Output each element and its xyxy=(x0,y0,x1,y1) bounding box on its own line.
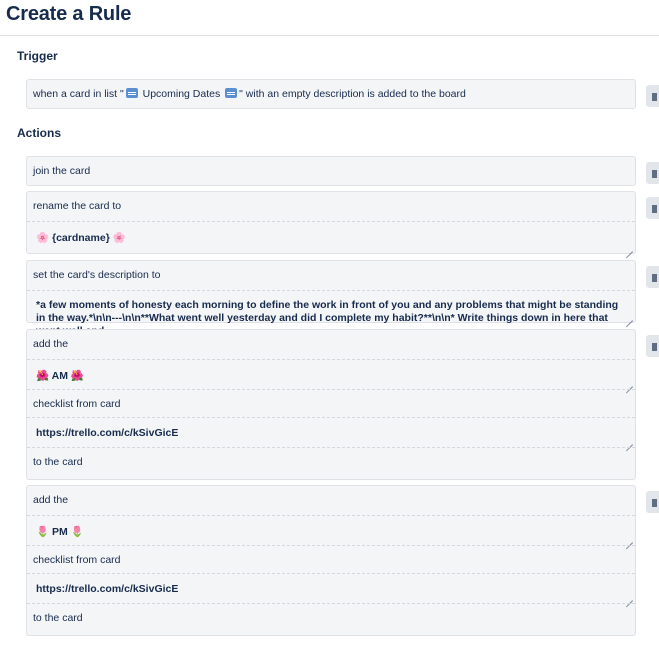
trigger-heading: Trigger xyxy=(17,49,58,63)
trigger-text-post: " with an empty description is added to the board xyxy=(239,88,466,100)
title-divider xyxy=(0,35,659,36)
rename-input[interactable] xyxy=(27,221,635,254)
tulip-icon: 🌷 xyxy=(70,526,84,538)
trash-icon[interactable] xyxy=(646,85,659,107)
flower-icon: 🌸 xyxy=(36,232,50,244)
trash-icon[interactable] xyxy=(646,162,659,184)
pm-to-label: to the card xyxy=(27,603,635,631)
am-from-label: checklist from card xyxy=(27,389,635,417)
action-checklist-pm xyxy=(26,485,636,636)
pm-checklist-name: PM xyxy=(52,526,68,538)
trash-icon[interactable] xyxy=(646,335,659,357)
resize-handle[interactable] xyxy=(626,380,633,387)
action-join[interactable] xyxy=(26,156,636,186)
am-to-label: to the card xyxy=(27,447,635,475)
pm-checklist-name-input[interactable] xyxy=(27,515,635,545)
tulip-icon: 🌷 xyxy=(36,526,50,538)
am-card-url: https://trello.com/c/kSivGicE xyxy=(36,427,179,439)
page-title: Create a Rule xyxy=(6,3,132,25)
action-checklist-am xyxy=(26,329,636,480)
resize-handle[interactable] xyxy=(626,536,633,543)
pm-add-label: add the xyxy=(33,494,69,506)
flower-icon: 🌺 xyxy=(70,370,84,382)
rename-value: {cardname} xyxy=(52,232,110,244)
trigger-text-pre: when a card in list " xyxy=(33,88,124,100)
pm-card-url-input[interactable] xyxy=(27,573,635,603)
resize-handle[interactable] xyxy=(626,594,633,601)
description-input[interactable] xyxy=(27,290,635,323)
trigger-list-name: Upcoming Dates xyxy=(142,88,221,100)
trigger-box[interactable] xyxy=(26,79,636,109)
action-description xyxy=(26,260,636,323)
resize-handle[interactable] xyxy=(626,314,633,321)
badge-icon xyxy=(225,88,237,98)
am-checklist-name: AM xyxy=(51,370,68,382)
trash-icon[interactable] xyxy=(646,491,659,513)
action-rename-label: rename the card to xyxy=(33,200,122,212)
am-card-url-input[interactable] xyxy=(27,417,635,447)
am-add-label: add the xyxy=(33,338,69,350)
flower-icon: 🌸 xyxy=(112,232,126,244)
trigger-text xyxy=(27,80,635,108)
action-join-label: join the card xyxy=(33,165,91,177)
pm-from-label: checklist from card xyxy=(27,545,635,573)
pm-card-url: https://trello.com/c/kSivGicE xyxy=(36,583,179,595)
action-rename xyxy=(26,191,636,254)
trash-icon[interactable] xyxy=(646,266,659,288)
badge-icon xyxy=(126,88,138,98)
action-description-label: set the card's description to xyxy=(33,269,161,281)
trash-icon[interactable] xyxy=(646,197,659,219)
resize-handle[interactable] xyxy=(626,245,633,252)
description-value: *a few moments of honesty each morning to define the work in front of you and any problems that might be standing in the way.*\n\n---\n\n**What went well yesterday and did I complete my habit?**\n\n* Write things down in here that xyxy=(36,299,619,324)
actions-heading: Actions xyxy=(17,126,62,140)
am-checklist-name-input[interactable] xyxy=(27,359,635,389)
resize-handle[interactable] xyxy=(626,438,633,445)
flower-icon: 🌺 xyxy=(36,370,50,382)
